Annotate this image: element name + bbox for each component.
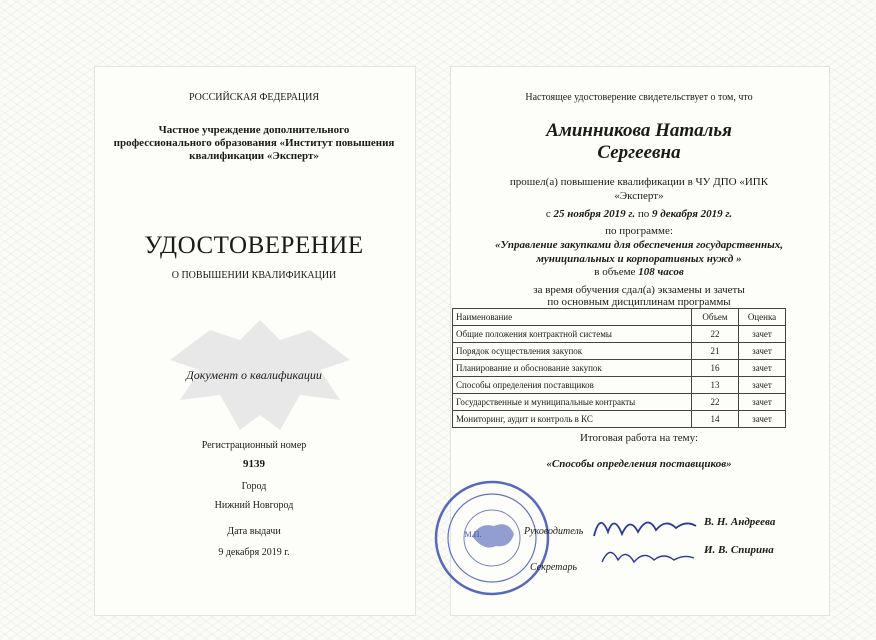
to-word: по [637,208,650,220]
discipline-grade: зачет [739,394,786,411]
period-line [450,208,828,220]
table-row [453,411,786,428]
discipline-volume: 22 [692,326,739,343]
final-work-topic: «Способы определения поставщиков» [546,458,732,470]
holder-name-line-2: Сергеевна [597,142,681,163]
discipline-volume: 14 [692,411,739,428]
issue-date-label: Дата выдачи [227,526,281,537]
discipline-volume: 21 [692,343,739,360]
table-row [453,394,786,411]
program-line-2: муниципальных и корпоративных нужд » [536,253,742,265]
document-title: УДОСТОВЕРЕНИЕ [144,232,364,259]
head-name: В. Н. Андреева [704,516,776,528]
passed-line-1: прошел(а) повышение квалификации в ЧУ ДПО «ИПК [509,176,769,188]
discipline-grade: зачет [739,343,786,360]
secretary-signature-icon [598,540,698,574]
table-header-row [453,309,786,326]
discipline-volume: 13 [692,377,739,394]
secretary-role: Секретарь [530,562,578,573]
city-value: Нижний Новгород [214,500,294,511]
discipline-grade: зачет [739,377,786,394]
disciplines-table [452,308,786,428]
hours-prefix: в объеме [594,266,636,278]
discipline-grade: зачет [739,326,786,343]
reg-number: 9139 [243,458,265,470]
org-line-3: квалификации «Эксперт» [189,150,319,162]
discipline-name: Планирование и обоснование закупок [453,360,692,377]
exams-line-2: по основным дисциплинам программы [547,296,731,308]
country-label: РОССИЙСКАЯ ФЕДЕРАЦИЯ [188,92,320,103]
table-row [453,377,786,394]
discipline-volume: 16 [692,360,739,377]
discipline-name: Способы определения поставщиков [453,377,692,394]
stamp-label: М.П. [464,530,482,539]
discipline-grade: зачет [739,360,786,377]
head-role: Руководитель [524,526,584,537]
org-line-1: Частное учреждение дополнительного [158,124,350,136]
hours-value: 108 часов [638,266,684,278]
from-word: с [545,208,551,220]
exams-line-1: за время обучения сдал(а) экзамены и зачеты [533,284,745,296]
official-stamp-icon [432,478,552,598]
hours-line [450,266,828,278]
date-from: 25 ноября 2019 г. [553,208,636,220]
org-line-2: профессионального образования «Институт повышения [113,137,395,149]
final-work-label: Итоговая работа на тему: [579,432,699,444]
document-kind: Документ о квалификации [186,368,322,382]
program-label: по программе: [605,225,673,237]
program-line-1: «Управление закупками для обеспечения государственных, [495,239,783,251]
intro-text: Настоящее удостоверение свидетельствует о том, что [525,92,753,103]
discipline-grade: зачет [739,411,786,428]
discipline-name: Государственные и муниципальные контракты [453,394,692,411]
secretary-name: И. В. Спирина [704,544,774,556]
reg-number-label: Регистрационный номер [201,440,307,451]
header-name: Наименование [453,309,692,326]
document-subtitle: О ПОВЫШЕНИИ КВАЛИФИКАЦИИ [171,270,337,281]
passed-line-2: «Эксперт» [614,190,664,202]
date-to: 9 декабря 2019 г. [652,208,733,220]
table-row [453,360,786,377]
table-row [453,343,786,360]
issue-date: 9 декабря 2019 г. [218,547,290,558]
holder-name-line-1: Аминникова Наталья [546,120,732,141]
header-grade: Оценка [739,309,786,326]
city-label: Город [241,481,267,492]
table-row [453,326,786,343]
header-volume: Объем [692,309,739,326]
discipline-name: Мониторинг, аудит и контроль в КС [453,411,692,428]
discipline-name: Общие положения контрактной системы [453,326,692,343]
discipline-name: Порядок осуществления закупок [453,343,692,360]
discipline-volume: 22 [692,394,739,411]
